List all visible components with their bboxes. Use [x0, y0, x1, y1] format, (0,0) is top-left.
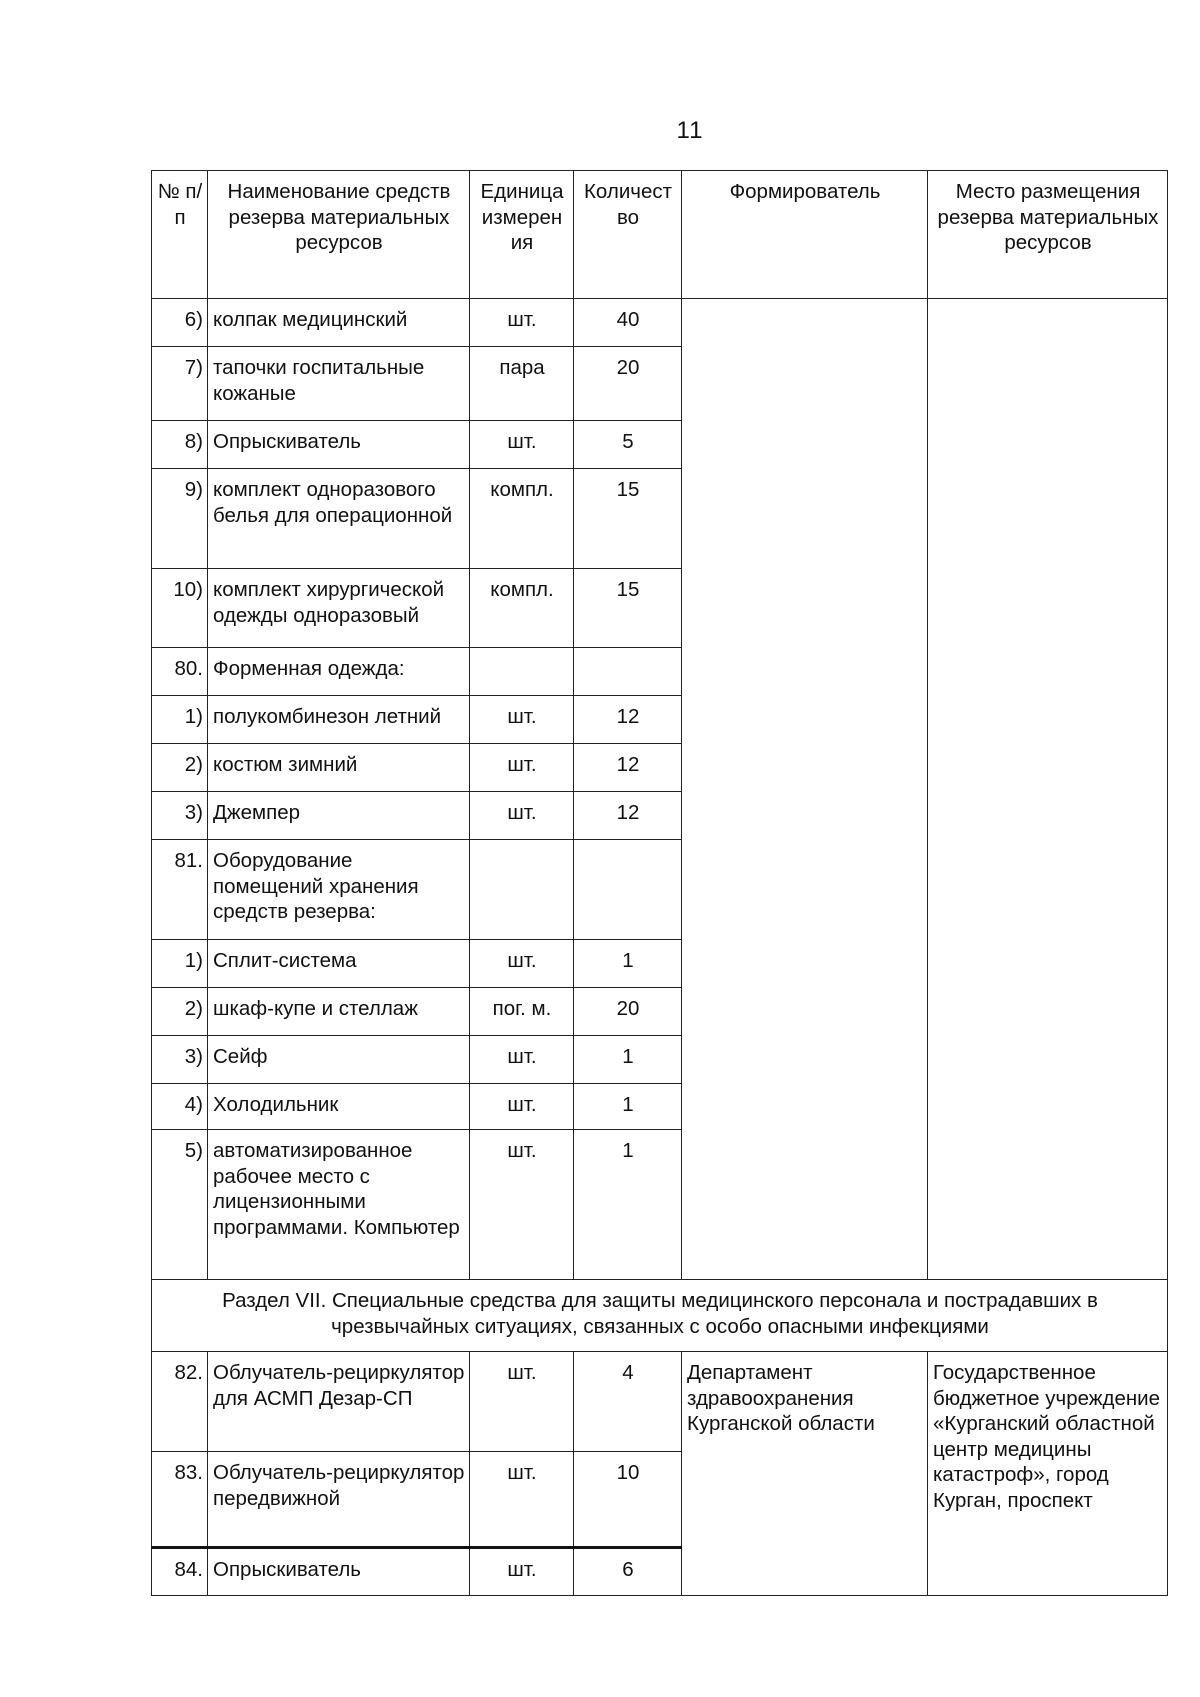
row-unit: шт.	[470, 1084, 574, 1130]
row-num: 84.	[152, 1548, 208, 1596]
row-num: 3)	[152, 1036, 208, 1084]
row-name: тапочки госпитальные кожаные	[208, 347, 470, 421]
row-name: Сплит-система	[208, 940, 470, 988]
row-unit: шт.	[470, 940, 574, 988]
table-row	[152, 1352, 1168, 1452]
row-qty	[574, 840, 682, 940]
row-qty: 1	[574, 1084, 682, 1130]
row-num: 81.	[152, 840, 208, 940]
row-unit: пара	[470, 347, 574, 421]
header-place: Место размещения резерва материальных ресурсов	[928, 171, 1168, 299]
row-num: 5)	[152, 1130, 208, 1280]
row-num: 9)	[152, 469, 208, 569]
row-unit: шт.	[470, 421, 574, 469]
row-qty: 15	[574, 569, 682, 648]
section-title: Раздел VII. Специальные средства для защиты медицинского персонала и пострадавших в чрезвычайных ситуациях, связанных с особо опасными инфекциями	[152, 1280, 1168, 1352]
header-unit: Единица измерен ия	[470, 171, 574, 299]
row-unit: шт.	[470, 744, 574, 792]
row-num: 4)	[152, 1084, 208, 1130]
row-qty: 15	[574, 469, 682, 569]
row-name: Опрыскиватель	[208, 1548, 470, 1596]
row-num: 1)	[152, 696, 208, 744]
row-name: костюм зимний	[208, 744, 470, 792]
row-num: 82.	[152, 1352, 208, 1452]
row-unit: шт.	[470, 1548, 574, 1596]
section-row	[152, 1280, 1168, 1352]
table-header-row	[152, 171, 1168, 299]
row-qty: 12	[574, 744, 682, 792]
place-cell-empty	[928, 299, 1168, 1280]
row-name: Сейф	[208, 1036, 470, 1084]
row-name: комплект хирургической одежды одноразовый	[208, 569, 470, 648]
row-num: 6)	[152, 299, 208, 347]
page-number: 11	[676, 117, 704, 144]
row-qty	[574, 648, 682, 696]
header-name: Наименование средств резерва материальных ресурсов	[208, 171, 470, 299]
row-qty: 1	[574, 1036, 682, 1084]
org-cell: Департамент здравоохранения Курганской области	[682, 1352, 928, 1596]
row-qty: 5	[574, 421, 682, 469]
row-qty: 10	[574, 1452, 682, 1548]
row-unit	[470, 648, 574, 696]
row-unit	[470, 840, 574, 940]
place-cell: Государственное бюджетное учреждение «Курганский областной центр медицины катастроф», город Курган, проспект	[928, 1352, 1168, 1596]
org-cell-empty	[682, 299, 928, 1280]
row-name: комплект одноразового белья для операционной	[208, 469, 470, 569]
row-unit: шт.	[470, 1036, 574, 1084]
row-name: Облучатель-рециркулятор для АСМП Дезар-СП	[208, 1352, 470, 1452]
row-name: Джемпер	[208, 792, 470, 840]
row-unit: шт.	[470, 1130, 574, 1280]
row-name: Форменная одежда:	[208, 648, 470, 696]
row-qty: 40	[574, 299, 682, 347]
row-qty: 20	[574, 988, 682, 1036]
row-name: автоматизированное рабочее место с лицензионными программами. Компьютер	[208, 1130, 470, 1280]
row-num: 10)	[152, 569, 208, 648]
row-num: 80.	[152, 648, 208, 696]
row-qty: 1	[574, 1130, 682, 1280]
row-unit: шт.	[470, 696, 574, 744]
row-name: Облучатель-рециркулятор передвижной	[208, 1452, 470, 1548]
row-unit: шт.	[470, 299, 574, 347]
row-qty: 1	[574, 940, 682, 988]
row-num: 2)	[152, 744, 208, 792]
row-num: 2)	[152, 988, 208, 1036]
header-num: № п/п	[152, 171, 208, 299]
row-name: полукомбинезон летний	[208, 696, 470, 744]
row-name: шкаф-купе и стеллаж	[208, 988, 470, 1036]
header-qty: Количест во	[574, 171, 682, 299]
row-num: 83.	[152, 1452, 208, 1548]
row-name: колпак медицинский	[208, 299, 470, 347]
row-num: 3)	[152, 792, 208, 840]
row-qty: 12	[574, 696, 682, 744]
row-unit: шт.	[470, 1352, 574, 1452]
row-unit: компл.	[470, 469, 574, 569]
row-qty: 6	[574, 1548, 682, 1596]
row-num: 8)	[152, 421, 208, 469]
row-unit: компл.	[470, 569, 574, 648]
row-name: Оборудование помещений хранения средств резерва:	[208, 840, 470, 940]
row-qty: 12	[574, 792, 682, 840]
row-name: Опрыскиватель	[208, 421, 470, 469]
reserve-table	[151, 170, 1168, 1596]
row-num: 1)	[152, 940, 208, 988]
row-unit: шт.	[470, 1452, 574, 1548]
row-unit: пог. м.	[470, 988, 574, 1036]
row-name: Холодильник	[208, 1084, 470, 1130]
row-num: 7)	[152, 347, 208, 421]
row-qty: 4	[574, 1352, 682, 1452]
header-org: Формирователь	[682, 171, 928, 299]
table-row	[152, 299, 1168, 347]
row-qty: 20	[574, 347, 682, 421]
row-unit: шт.	[470, 792, 574, 840]
